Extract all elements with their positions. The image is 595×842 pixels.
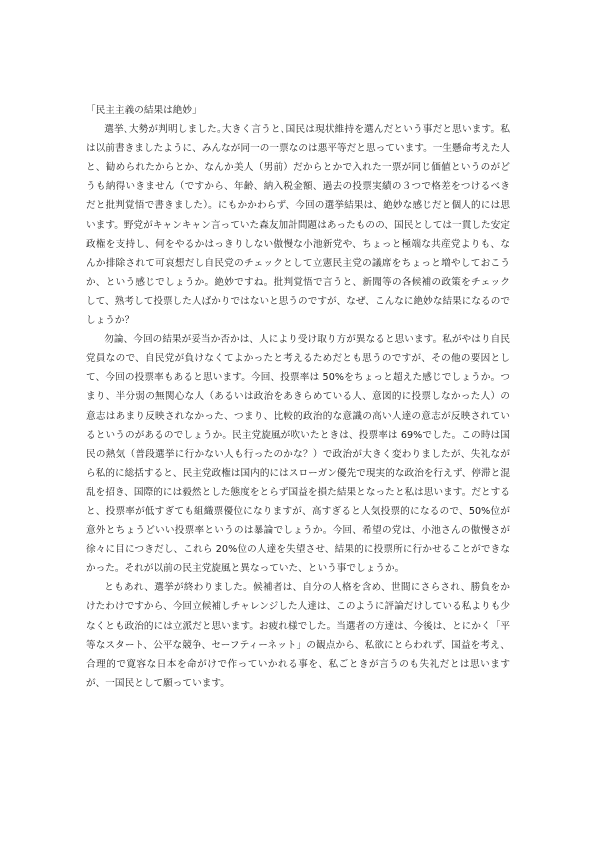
paragraph-2: 勿論、今回の結果が妥当か否かは、人により受け取り方が異なると思います。私がやはり自民党員なので、自民党が負けなくてよかったと考えるためだとも思うのですが、その他の要因として、今回の投票率もあると思います。今回、投票率は 50%をちょっと超えた感じでしょうか。つまり、半分弱の無関心な人（あるいは政治をあきらめている人、意図的に投票しなかった人）の意志はあまり反映されなかった、つまり、比較的政治的な意識の高い人達の意志が反映されているというのがあるのでしょうか。民主党旋風が吹いたときは、投票率は 69%でした。この時は国民の熱気（普段選挙に行かない人も行ったのかな？）で政治が大きく変わりましたが、失礼ながら私的に総括すると、民主党政権は国内的にはスローガン優先で現実的な政治を行えず、停滞と混乱を招き、国際的には毅然とした態度をとらず国益を損た結果となったと私は思います。だとすると、投票率が低すぎても組織票優位になりますが、高すぎると人気投票的になるので、50%位が意外とちょうどいい投票率というのは暴論でしょうか。今回、希望の党は、小池さんの傲慢さが徐々に目につきだし、これら 20%位の人達を失望させ、結果的に投票所に行かせることができなかった。それが以前の民主党旋風と異なっていた、という事でしょうか。 bbox=[86, 334, 510, 575]
paragraph-1: 選挙､大勢が判明しました｡大きく言うと､国民は現状維持を選んだという事だと思います。私は以前書きましたように、みんなが同一の一票なのは悪平等だと思っています。一生懸命考えた人と、勧められたからとか、なんか美人（男前）だからとかで入れた一票が同じ価値というのがどうも納得いきません（ですから、年齢、納入税金額、過去の投票実績の３つで格差をつけるべきだと批判覚悟で書きました）。にもかかわらず、今回の選挙結果は、絶妙な感じだと個人的には思います。野党がキャンキャン言っていた森友加計問題はあったものの、国民としては一貫した安定政権を支持し、何をやるかはっきりしない傲慢な小池新党や、ちょっと極端な共産党よりも、なんか排除されて可哀想だし自民党のチェックとして立憲民主党の議席をちょっと増やしておこうか、という感じでしょうか。絶妙ですね。批判覚悟で言うと、新聞等の各候補の政策をチェックして、熟考して投票した人ばかりではないと思うのですが、なぜ、こんなに絶妙な結果になるのでしょうか？ bbox=[86, 124, 510, 327]
document-body bbox=[86, 101, 510, 693]
document-title: 「民主主義の結果は絶妙」 bbox=[86, 105, 202, 116]
paragraph-3: ともあれ、選挙が終わりました。候補者は、自分の人格を含め、世間にさらされ、勝負をかけたわけですから、今回立候補しチャレンジした人達は、このように評論だけしている私よりも少なくとも政治的には立派だと思います。お疲れ様でした。当選者の方達は、今後は、とにかく「平等なスタート、公平な競争、セーフティーネット」の観点から、私欲にとらわれず、国益を考え、合理的で寛容な日本を命がけで作っていかれる事を、私ごときが言うのも失礼だとは思いますが、一国民として願っています。 bbox=[86, 582, 510, 689]
